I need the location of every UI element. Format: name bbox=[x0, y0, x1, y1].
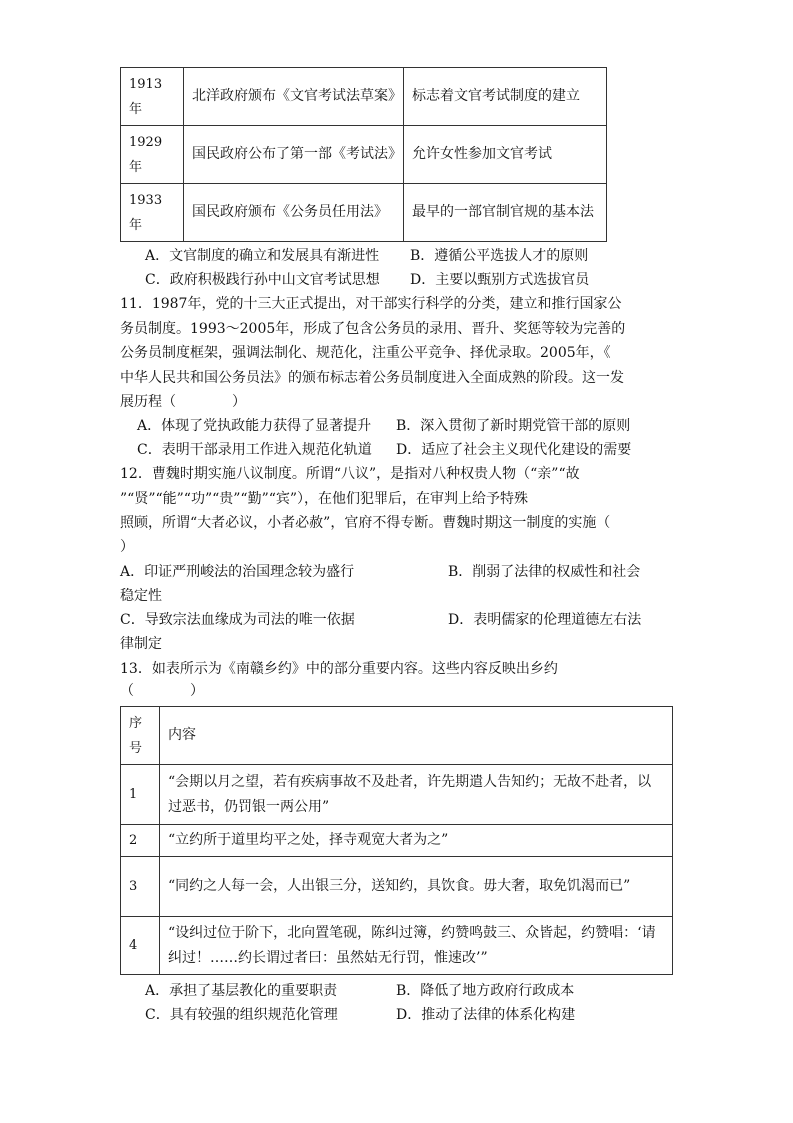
q13-option-d: D．推动了法律的体系化构建 bbox=[396, 1007, 576, 1023]
row-no: 2 bbox=[121, 825, 160, 857]
q13-option-b: B．降低了地方政府行政成本 bbox=[396, 983, 575, 999]
meaning-cell: 标志着文官考试制度的建立 bbox=[404, 68, 607, 126]
year-cell: 1933年 bbox=[121, 184, 184, 242]
q10-option-c: C．政府积极践行孙中山文官考试思想 bbox=[145, 272, 380, 288]
q10-option-a: A．文官制度的确立和发展具有渐进性 bbox=[145, 248, 380, 264]
table-row bbox=[121, 126, 607, 184]
row-no: 1 bbox=[121, 765, 160, 825]
q11-option-c: C．表明干部录用工作进入规范化轨道 bbox=[137, 442, 372, 458]
nangan-table bbox=[120, 706, 673, 975]
q11-stem-line: 展历程（ ） bbox=[120, 394, 246, 410]
q11-stem-line: 务员制度。1993～2005年，形成了包含公务员的录用、晋升、奖惩等较为完善的 bbox=[120, 321, 626, 337]
table-row bbox=[121, 765, 673, 825]
q12-option-b: B．削弱了法律的权威性和社会 bbox=[448, 564, 641, 580]
row-content: “同约之人每一会，人出银三分，送知约，具饮食。毋大奢，取免饥渴而已” bbox=[160, 857, 673, 917]
table-row bbox=[121, 917, 673, 975]
q12-option-d: D．表明儒家的伦理道德左右法 bbox=[448, 612, 642, 628]
header-content: 内容 bbox=[160, 707, 673, 765]
q12-option-b-cont: 稳定性 bbox=[120, 588, 162, 604]
q11-option-a: A．体现了党执政能力获得了显著提升 bbox=[137, 418, 372, 434]
q12-stem-line: ） bbox=[120, 539, 134, 555]
meaning-cell: 最早的一部官制官规的基本法 bbox=[404, 184, 607, 242]
q11-option-b: B．深入贯彻了新时期党管干部的原则 bbox=[396, 418, 631, 434]
header-no: 序号 bbox=[121, 707, 160, 765]
table-row bbox=[121, 857, 673, 917]
q11-stem-line: 公务员制度框架，强调法制化、规范化，注重公平竞争、择优录取。2005年，《 bbox=[120, 345, 611, 361]
table-row bbox=[121, 825, 673, 857]
q12-stem-line: 照顾，所谓“大者必议，小者必赦”，官府不得专断。曹魏时期这一制度的实施（ bbox=[120, 515, 611, 531]
row-content: “设纠过位于阶下，北向置笔砚，陈纠过簿，约赞鸣鼓三、众皆起，约赞唱：‘请纠过！……约长谓过者曰：虽然姑无行罚，惟速改’” bbox=[160, 917, 673, 975]
year-cell: 1913年 bbox=[121, 68, 184, 126]
table-header-row bbox=[121, 707, 673, 765]
event-cell: 国民政府颁布《公务员任用法》 bbox=[184, 184, 404, 242]
q12-option-a: A．印证严刑峻法的治国理念较为盛行 bbox=[120, 564, 355, 580]
q12-stem-line: 12．曹魏时期实施八议制度。所谓“八议”，是指对八种权贵人物（“亲”“故 bbox=[120, 466, 580, 482]
q13-option-c: C．具有较强的组织规范化管理 bbox=[145, 1007, 338, 1023]
q13-option-a: A．承担了基层教化的重要职责 bbox=[145, 983, 338, 999]
q12-option-d-cont: 律制定 bbox=[120, 636, 162, 652]
q12-stem-line: ”“贤”“能”“功”“贵”“勤”“宾”），在他们犯罪后，在审判上给予特殊 bbox=[120, 491, 529, 507]
row-no: 4 bbox=[121, 917, 160, 975]
table-row bbox=[121, 184, 607, 242]
q13-stem-line: 13．如表所示为《南赣乡约》中的部分重要内容。这些内容反映出乡约 bbox=[120, 661, 558, 677]
q13-stem-line: （ ） bbox=[120, 683, 204, 699]
q10-option-d: D．主要以甄别方式选拔官员 bbox=[410, 272, 590, 288]
q11-stem-line: 中华人民共和国公务员法》的颁布标志着公务员制度进入全面成熟的阶段。这一发 bbox=[120, 370, 624, 386]
row-content: “会期以月之望，若有疾病事故不及赴者，许先期遣人告知约；无故不赴者，以过恶书，仍罚银一两公用” bbox=[160, 765, 673, 825]
q11-stem-line: 11．1987年，党的十三大正式提出，对干部实行科学的分类，建立和推行国家公 bbox=[120, 296, 622, 312]
q10-option-b: B．遵循公平选拔人才的原则 bbox=[410, 248, 589, 264]
row-no: 3 bbox=[121, 857, 160, 917]
event-cell: 国民政府公布了第一部《考试法》 bbox=[184, 126, 404, 184]
year-cell: 1929年 bbox=[121, 126, 184, 184]
table-row bbox=[121, 68, 607, 126]
q11-option-d: D．适应了社会主义现代化建设的需要 bbox=[396, 442, 632, 458]
row-content: “立约所于道里均平之处，择寺观宽大者为之” bbox=[160, 825, 673, 857]
meaning-cell: 允许女性参加文官考试 bbox=[404, 126, 607, 184]
q12-option-c: C．导致宗法血缘成为司法的唯一依据 bbox=[120, 612, 355, 628]
civil-exam-table bbox=[120, 67, 607, 242]
event-cell: 北洋政府颁布《文官考试法草案》 bbox=[184, 68, 404, 126]
